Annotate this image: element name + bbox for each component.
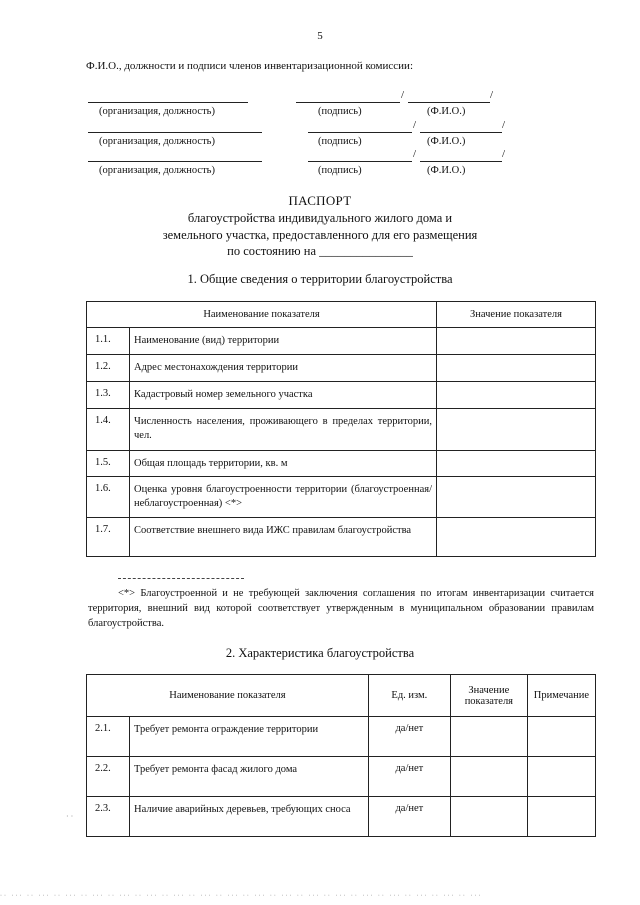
value-cell[interactable]: [437, 409, 596, 451]
slash: /: [502, 148, 506, 160]
row-number: 2.1.: [87, 717, 130, 757]
unit-cell: да/нет: [368, 717, 450, 757]
table-header-row: [87, 675, 596, 717]
org-caption: (организация, должность): [99, 106, 215, 117]
row-name: Оценка уровня благоустроенности территории (благоустроенная/неблагоустроенная) <*>: [130, 477, 437, 518]
sign-caption: (подпись): [318, 165, 362, 176]
table-row: [87, 477, 596, 518]
table-row: [87, 451, 596, 477]
org-line[interactable]: [88, 161, 262, 162]
row-name: Соответствие внешнего вида ИЖС правилам благоустройства: [130, 518, 437, 557]
fio-caption: (Ф.И.О.): [427, 136, 466, 147]
sign-caption: (подпись): [318, 106, 362, 117]
table-row: [87, 328, 596, 355]
slash: /: [413, 119, 417, 131]
value-cell[interactable]: [437, 518, 596, 557]
fio-line[interactable]: [408, 102, 490, 103]
header-indicator: Наименование показателя: [87, 302, 437, 328]
page-number: 5: [317, 30, 323, 42]
row-number: 1.1.: [87, 328, 130, 355]
value-cell[interactable]: [450, 717, 527, 757]
value-cell[interactable]: [437, 328, 596, 355]
commission-intro: Ф.И.О., должности и подписи членов инвентаризационной комиссии:: [86, 60, 413, 72]
sign-line[interactable]: [308, 132, 412, 133]
row-number: 1.3.: [87, 382, 130, 409]
row-name: Требует ремонта фасад жилого дома: [130, 757, 369, 797]
unit-cell: да/нет: [368, 797, 450, 837]
table-header-row: [87, 302, 596, 328]
header-unit: Ед. изм.: [368, 675, 450, 717]
header-note: Примечание: [527, 675, 595, 717]
scan-edge-marks: ·· ··· ·· ··· ·· ··· ·· ··· ·· ··· ·· ··· ·· ··· ·· ··· ·· ··· ·· ··· ·· ··· ·· ··· ·· ··· ·· ··· ·· ··· ·· ··· ·· ··· ·· ···: [0, 893, 483, 899]
passport-subtitle-2: земельного участка, предоставленного для его размещения: [162, 228, 478, 242]
header-indicator: Наименование показателя: [87, 675, 369, 717]
sign-line[interactable]: [296, 102, 400, 103]
passport-subtitle-1: благоустройства индивидуального жилого дома и: [187, 211, 453, 225]
passport-title: ПАСПОРТ: [288, 193, 352, 208]
characteristics-table: [86, 674, 596, 837]
value-cell[interactable]: [437, 355, 596, 382]
fio-line[interactable]: [420, 161, 502, 162]
value-cell[interactable]: [437, 477, 596, 518]
passport-date-line: по состоянию на _______________: [227, 244, 413, 258]
general-info-table: [86, 301, 596, 557]
org-line[interactable]: [88, 102, 248, 103]
row-number: 1.7.: [87, 518, 130, 557]
row-name: Наименование (вид) территории: [130, 328, 437, 355]
table-row: [87, 355, 596, 382]
slash: /: [401, 89, 405, 101]
table-row: [87, 717, 596, 757]
table-row: [87, 409, 596, 451]
header-value: Значение показателя: [437, 302, 596, 328]
header-value: Значение показателя: [450, 675, 527, 717]
footnote-divider: [118, 578, 244, 579]
row-name: Кадастровый номер земельного участка: [130, 382, 437, 409]
note-cell[interactable]: [527, 757, 595, 797]
table-row: [87, 797, 596, 837]
section2-title: 2. Характеристика благоустройства: [225, 646, 415, 660]
row-number: 1.4.: [87, 409, 130, 451]
note-cell[interactable]: [527, 797, 595, 837]
org-caption: (организация, должность): [99, 136, 215, 147]
row-number: 1.2.: [87, 355, 130, 382]
note-cell[interactable]: [527, 717, 595, 757]
sign-caption: (подпись): [318, 136, 362, 147]
table-row: [87, 518, 596, 557]
value-cell[interactable]: [450, 797, 527, 837]
table-row: [87, 757, 596, 797]
footnote: <*> Благоустроенной и не требующей заключения соглашения по итогам инвентаризации считается территория, внешний вид которой соответствует утвержденным в муниципальном образовании правилам благоустройства.: [88, 588, 594, 629]
table-row: [87, 382, 596, 409]
sign-line[interactable]: [308, 161, 412, 162]
value-cell[interactable]: [437, 451, 596, 477]
row-number: 1.6.: [87, 477, 130, 518]
value-cell[interactable]: [450, 757, 527, 797]
fio-line[interactable]: [420, 132, 502, 133]
unit-cell: да/нет: [368, 757, 450, 797]
slash: /: [413, 148, 417, 160]
scan-speck: · ·: [66, 812, 74, 821]
row-name: Адрес местонахождения территории: [130, 355, 437, 382]
slash: /: [502, 119, 506, 131]
slash: /: [490, 89, 494, 101]
row-number: 1.5.: [87, 451, 130, 477]
fio-caption: (Ф.И.О.): [427, 165, 466, 176]
row-number: 2.2.: [87, 757, 130, 797]
row-name: Численность населения, проживающего в пределах территории, чел.: [130, 409, 437, 451]
row-name: Требует ремонта ограждение территории: [130, 717, 369, 757]
row-number: 2.3.: [87, 797, 130, 837]
row-name: Наличие аварийных деревьев, требующих сноса: [130, 797, 369, 837]
row-name: Общая площадь территории, кв. м: [130, 451, 437, 477]
section1-title: 1. Общие сведения о территории благоустройства: [187, 272, 453, 286]
org-line[interactable]: [88, 132, 262, 133]
value-cell[interactable]: [437, 382, 596, 409]
org-caption: (организация, должность): [99, 165, 215, 176]
fio-caption: (Ф.И.О.): [427, 106, 466, 117]
